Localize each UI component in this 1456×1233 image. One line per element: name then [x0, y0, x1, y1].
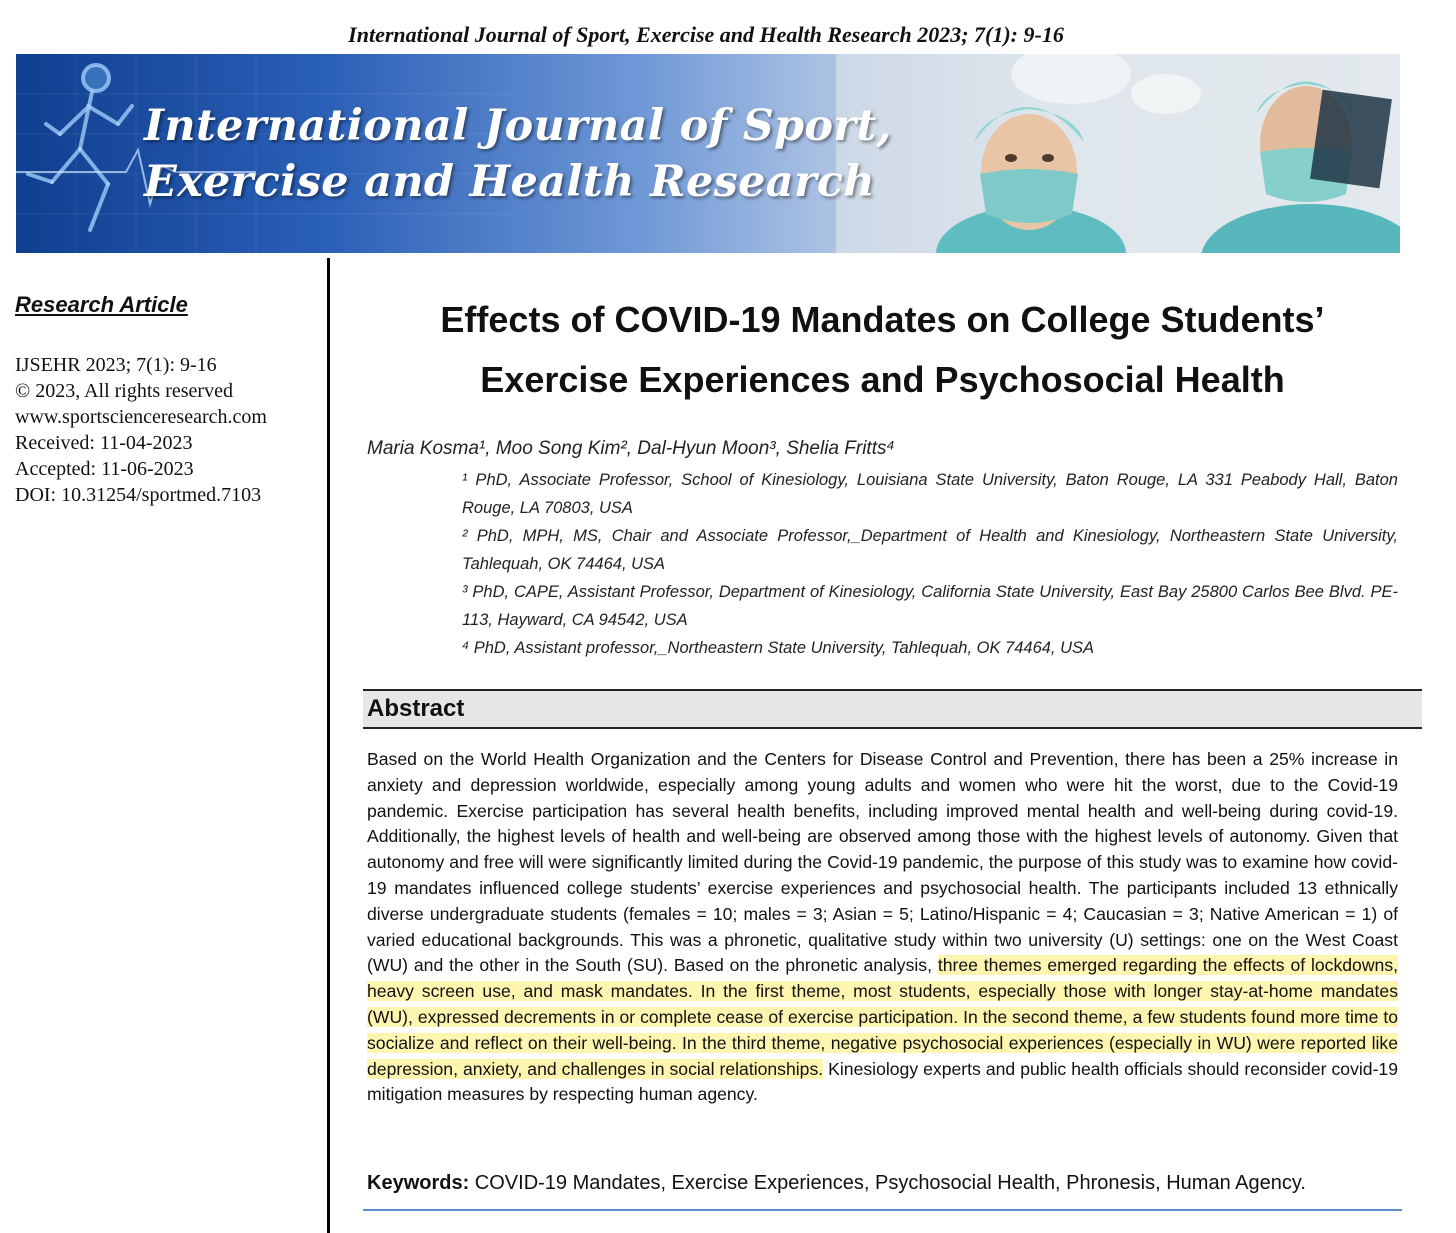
abstract-text [367, 747, 1398, 1108]
banner-title-line1: International Journal of Sport, [144, 101, 892, 151]
affiliation-item: ² PhD, MPH, MS, Chair and Associate Professor,_Department of Health and Kinesiology, Northeastern State University, Tahlequah, OK 74464, USA [462, 527, 1398, 573]
abstract-header-bar [363, 689, 1422, 729]
affiliation-item: ¹ PhD, Associate Professor, School of Kinesiology, Louisiana State University, Baton Rouge, LA 331 Peabody Hall, Baton Rouge, LA 70803, USA [462, 471, 1398, 517]
affiliation-item: ⁴ PhD, Assistant professor,_Northeastern State University, Tahlequah, OK 74464, USA [462, 639, 1095, 657]
website-link[interactable]: www.sportscienceresearch.com [15, 406, 267, 428]
copyright-text: © 2023, All rights reserved [15, 380, 233, 402]
doi-link[interactable]: DOI: 10.31254/sportmed.7103 [15, 484, 262, 506]
journal-banner [16, 54, 1400, 253]
article-title-line1: Effects of COVID-19 Mandates on College Students’ [440, 299, 1325, 340]
abstract-text-plain-end: Kinesiology experts and public health officials should reconsider covid-19 mitigation measures by respecting human agency. [367, 1058, 1398, 1105]
citation-text: IJSEHR 2023; 7(1): 9-16 [15, 354, 217, 376]
article-info-sidebar [15, 292, 315, 508]
keywords-line [367, 1172, 1398, 1195]
accepted-date: Accepted: 11-06-2023 [15, 458, 194, 480]
affiliation-item: ³ PhD, CAPE, Assistant Professor, Department of Kinesiology, California State University, East Bay 25800 Carlos Bee Blvd. PE-113, Hayward, CA 94542, USA [462, 583, 1398, 629]
author-list: Maria Kosma¹, Moo Song Kim², Dal-Hyun Moon³, Shelia Fritts⁴ [367, 438, 895, 459]
keywords-label: Keywords: [367, 1172, 470, 1194]
abstract-text-plain: Based on the World Health Organization and the Centers for Disease Control and Prevention, there has been a 25% increase in anxiety and depression worldwide, especially among young adults and women who were hit the worst, due to the Covid-19 pandemic. Exercise participation has several health benefits, including improved mental health and well-being during covid-19. Additionally, the highest levels of health and well-being are observed among those with the highest levels of autonomy. Given that autonomy and free will were significantly limited during the Covid-19 pandemic, the purpose of this study was to examine how covid-19 mandates influenced college students’ exercise experiences and psychosocial health. The participants included 13 ethnically diverse undergraduate students (females = 10; males = 3; Asian = 5; Latino/Hispanic = 4; Caucasian = 3; Native American = 1) of varied educational backgrounds. This was a phronetic, qualitative study within two university (U) settings: one on the West Coast (WU) and the other in the South (SU). Based on the phronetic analysis, [367, 749, 1398, 976]
banner-title-line2: Exercise and Health Research [144, 157, 875, 207]
received-date: Received: 11-04-2023 [15, 432, 193, 454]
keywords-text: COVID-19 Mandates, Exercise Experiences, Psychosocial Health, Phronesis, Human Agency. [469, 1172, 1306, 1194]
abstract-text-highlighted: three themes emerged regarding the effects of lockdowns, heavy screen use, and mask mandates. In the first theme, most students, especially those with longer stay-at-home mandates (WU), expressed decrements in or complete cease of exercise participation. In the second theme, a few students found more time to socialize and reflect on their well-being. In the third theme, negative psychosocial experiences (especially in WU) were reported like depression, anxiety, and challenges in social relationships. [367, 955, 1398, 1079]
article-title-line2: Exercise Experiences and Psychosocial Health [480, 359, 1285, 400]
runner-skeleton-icon [28, 65, 132, 230]
sidebar-divider [327, 258, 330, 1233]
banner-title [144, 98, 892, 210]
running-head: International Journal of Sport, Exercise and Health Research 2023; 7(1): 9-16 [348, 22, 1064, 47]
surgeons-photo [836, 54, 1400, 253]
article-type-label: Research Article [15, 292, 188, 317]
article-main [367, 290, 1398, 662]
affiliation-list [462, 466, 1398, 662]
article-title [367, 290, 1398, 410]
keywords-rule [363, 1209, 1402, 1211]
abstract-heading: Abstract [367, 695, 465, 722]
